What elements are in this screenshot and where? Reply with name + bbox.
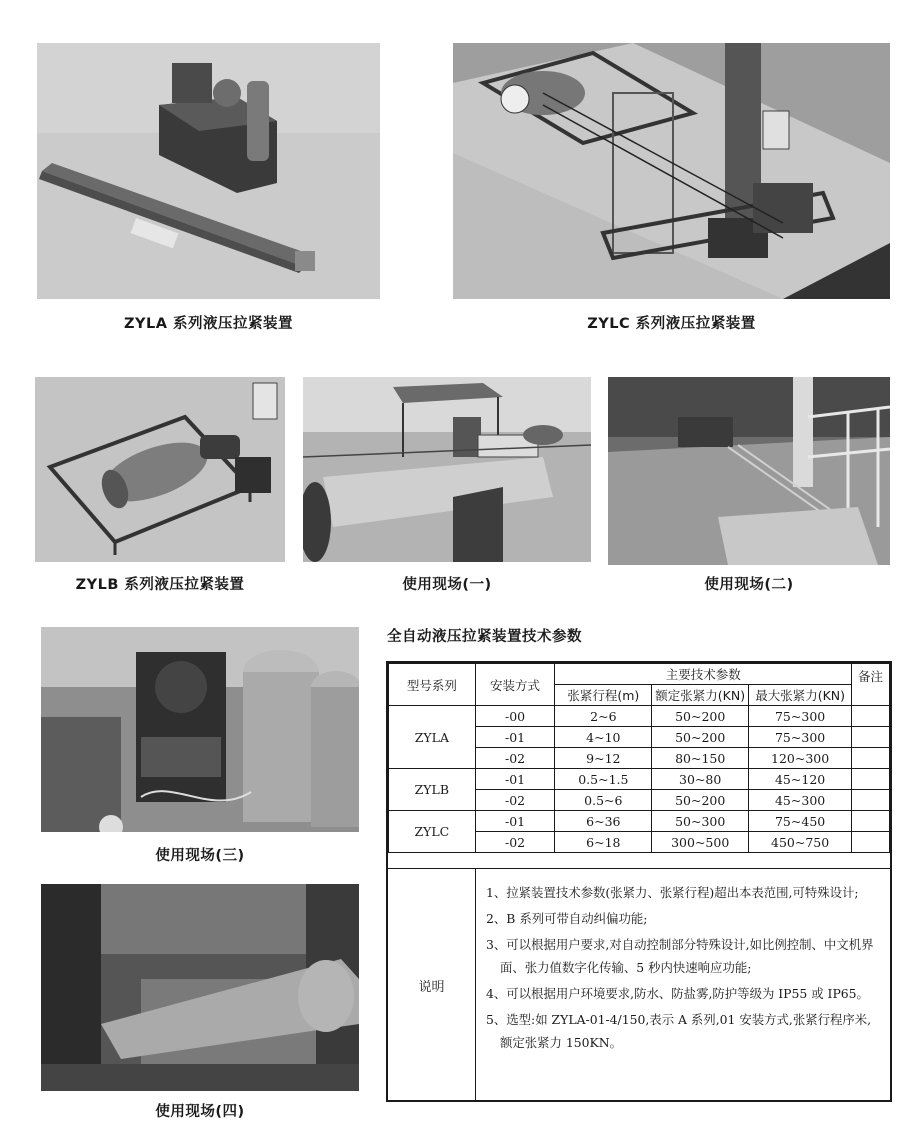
note-item: 2、B 系列可带自动纠偏功能;: [486, 911, 648, 926]
rated-cell: 50~200: [652, 727, 749, 748]
stroke-cell: 6~18: [555, 832, 652, 853]
header-remark: 备注: [852, 664, 890, 706]
max-cell: 75~300: [749, 706, 852, 727]
mount-cell: -02: [475, 790, 555, 811]
stroke-cell: 4~10: [555, 727, 652, 748]
note-item: 3、可以根据用户要求,对自动控制部分特殊设计,如比例控制、中文机界面、张力值数字化传输、5 秒内快速响应功能;: [486, 937, 874, 975]
caption-zylb: ZYLB 系列液压拉紧装置: [75, 577, 245, 593]
mount-cell: -01: [475, 727, 555, 748]
note-item: 1、拉紧装置技术参数(张紧力、张紧行程)超出本表范围,可特殊设计;: [486, 885, 859, 900]
table-title: 全自动液压拉紧装置技术参数: [387, 629, 582, 645]
rated-cell: 50~200: [652, 706, 749, 727]
model-cell: ZYLB: [389, 769, 476, 811]
photo-site-1: [303, 377, 591, 562]
stroke-cell: 0.5~1.5: [555, 769, 652, 790]
photo-site-2: [608, 377, 890, 565]
caption-site-3: 使用现场(三): [155, 848, 245, 864]
note-item: 5、选型:如 ZYLA-01-4/150,表示 A 系列,01 安装方式,张紧行程序米,额定张紧力 150KN。: [486, 1012, 872, 1050]
header-model: 型号系列: [389, 664, 476, 706]
model-cell: ZYLA: [389, 706, 476, 769]
remark-cell: [852, 727, 890, 748]
header-main: 主要技术参数: [555, 664, 852, 685]
photo-site-3: [41, 627, 359, 832]
remark-cell: [852, 706, 890, 727]
remark-cell: [852, 769, 890, 790]
stroke-cell: 6~36: [555, 811, 652, 832]
rated-cell: 300~500: [652, 832, 749, 853]
max-cell: 450~750: [749, 832, 852, 853]
table-row: [389, 706, 890, 727]
rated-cell: 50~300: [652, 811, 749, 832]
max-cell: 45~120: [749, 769, 852, 790]
remark-cell: [852, 832, 890, 853]
max-cell: 75~450: [749, 811, 852, 832]
photo-site-4: [41, 884, 359, 1091]
table-row: [389, 811, 890, 832]
rated-cell: 50~200: [652, 790, 749, 811]
header-max: 最大张紧力(KN): [749, 685, 852, 706]
remark-cell: [852, 790, 890, 811]
mount-cell: -02: [475, 832, 555, 853]
photo-zylc: [453, 43, 890, 299]
header-rated: 额定张紧力(KN): [652, 685, 749, 706]
caption-site-1: 使用现场(一): [402, 577, 492, 593]
photo-zylb: [35, 377, 285, 562]
mount-cell: -01: [475, 811, 555, 832]
table-row: [389, 769, 890, 790]
stroke-cell: 9~12: [555, 748, 652, 769]
notes-label: 说明: [388, 869, 476, 1101]
remark-cell: [852, 811, 890, 832]
header-mount: 安装方式: [475, 664, 555, 706]
max-cell: 45~300: [749, 790, 852, 811]
notes-list: [486, 881, 882, 1057]
spec-table: [388, 663, 890, 853]
notes-section: [388, 868, 890, 1101]
header-stroke: 张紧行程(m): [555, 685, 652, 706]
remark-cell: [852, 748, 890, 769]
mount-cell: -02: [475, 748, 555, 769]
note-item: 4、可以根据用户环境要求,防水、防盐雾,防护等级为 IP55 或 IP65。: [486, 986, 869, 1001]
caption-zylc: ZYLC 系列液压拉紧装置: [587, 316, 756, 332]
mount-cell: -01: [475, 769, 555, 790]
stroke-cell: 0.5~6: [555, 790, 652, 811]
max-cell: 120~300: [749, 748, 852, 769]
photo-zyla: [37, 43, 380, 299]
stroke-cell: 2~6: [555, 706, 652, 727]
model-cell: ZYLC: [389, 811, 476, 853]
rated-cell: 30~80: [652, 769, 749, 790]
max-cell: 75~300: [749, 727, 852, 748]
caption-site-2: 使用现场(二): [704, 577, 794, 593]
mount-cell: -00: [475, 706, 555, 727]
rated-cell: 80~150: [652, 748, 749, 769]
param-table: [386, 661, 892, 1102]
caption-site-4: 使用现场(四): [155, 1104, 245, 1120]
caption-zyla: ZYLA 系列液压拉紧装置: [123, 316, 294, 332]
